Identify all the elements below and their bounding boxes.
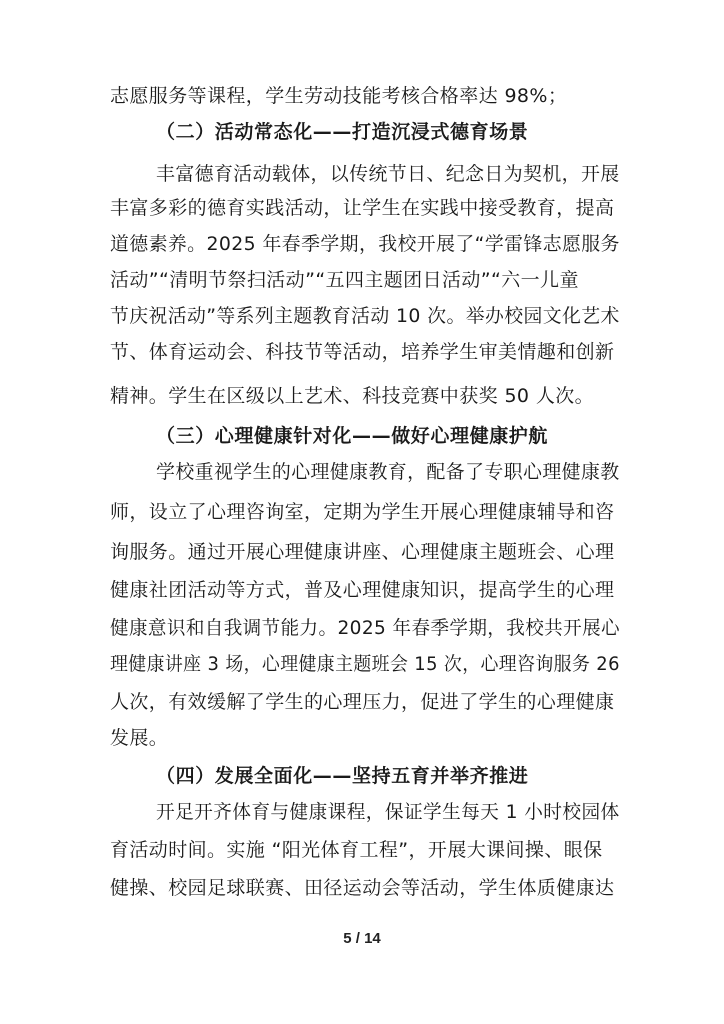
- text-line: 健操、校园足球联赛、田径运动会等活动，学生体质健康达: [110, 877, 615, 899]
- text-line: 人次，有效缓解了学生的心理压力，促进了学生的心理健康: [110, 691, 615, 713]
- text-line: 师，设立了心理咨询室，定期为学生开展心理健康辅导和咨: [110, 501, 615, 523]
- text-line: 育活动时间。实施 “阳光体育工程”，开展大课间操、眼保: [110, 839, 603, 861]
- text-line: 开足开齐体育与健康课程，保证学生每天 1 小时校园体: [156, 801, 620, 823]
- text-line: 学校重视学生的心理健康教育，配备了专职心理健康教: [156, 461, 620, 483]
- text-line: 健康意识和自我调节能力。2025 年春季学期，我校共开展心: [110, 617, 620, 639]
- text-line: 活动”“清明节祭扫活动”“五四主题团日活动”“六一儿童: [110, 269, 579, 291]
- text-line: 精神。学生在区级以上艺术、科技竞赛中获奖 50 人次。: [110, 385, 595, 407]
- text-line: 节、体育运动会、科技节等活动，培养学生审美情趣和创新: [110, 341, 615, 363]
- text-line: 道德素养。2025 年春季学期，我校开展了“学雷锋志愿服务: [110, 233, 620, 255]
- section-heading-2: （二）活动常态化——打造沉浸式德育场景: [156, 121, 529, 143]
- text-line: 询服务。通过开展心理健康讲座、心理健康主题班会、心理: [110, 541, 615, 563]
- text-line: 发展。: [110, 727, 169, 749]
- text-line: 丰富德育活动载体，以传统节日、纪念日为契机，开展: [156, 163, 620, 185]
- text-line: 健康社团活动等方式，普及心理健康知识，提高学生的心理: [110, 579, 615, 601]
- text-line: 志愿服务等课程，学生劳动技能考核合格率达 98%；: [110, 85, 568, 107]
- text-line: 丰富多彩的德育实践活动，让学生在实践中接受教育，提高: [110, 197, 615, 219]
- page-number: 5 / 14: [343, 930, 381, 947]
- text-line: 节庆祝活动”等系列主题教育活动 10 次。举办校园文化艺术: [110, 305, 620, 327]
- section-heading-4: （四）发展全面化——坚持五育并举齐推进: [156, 765, 529, 787]
- text-line: 理健康讲座 3 场，心理健康主题班会 15 次，心理咨询服务 26: [110, 653, 620, 675]
- section-heading-3: （三）心理健康针对化——做好心理健康护航: [156, 425, 549, 447]
